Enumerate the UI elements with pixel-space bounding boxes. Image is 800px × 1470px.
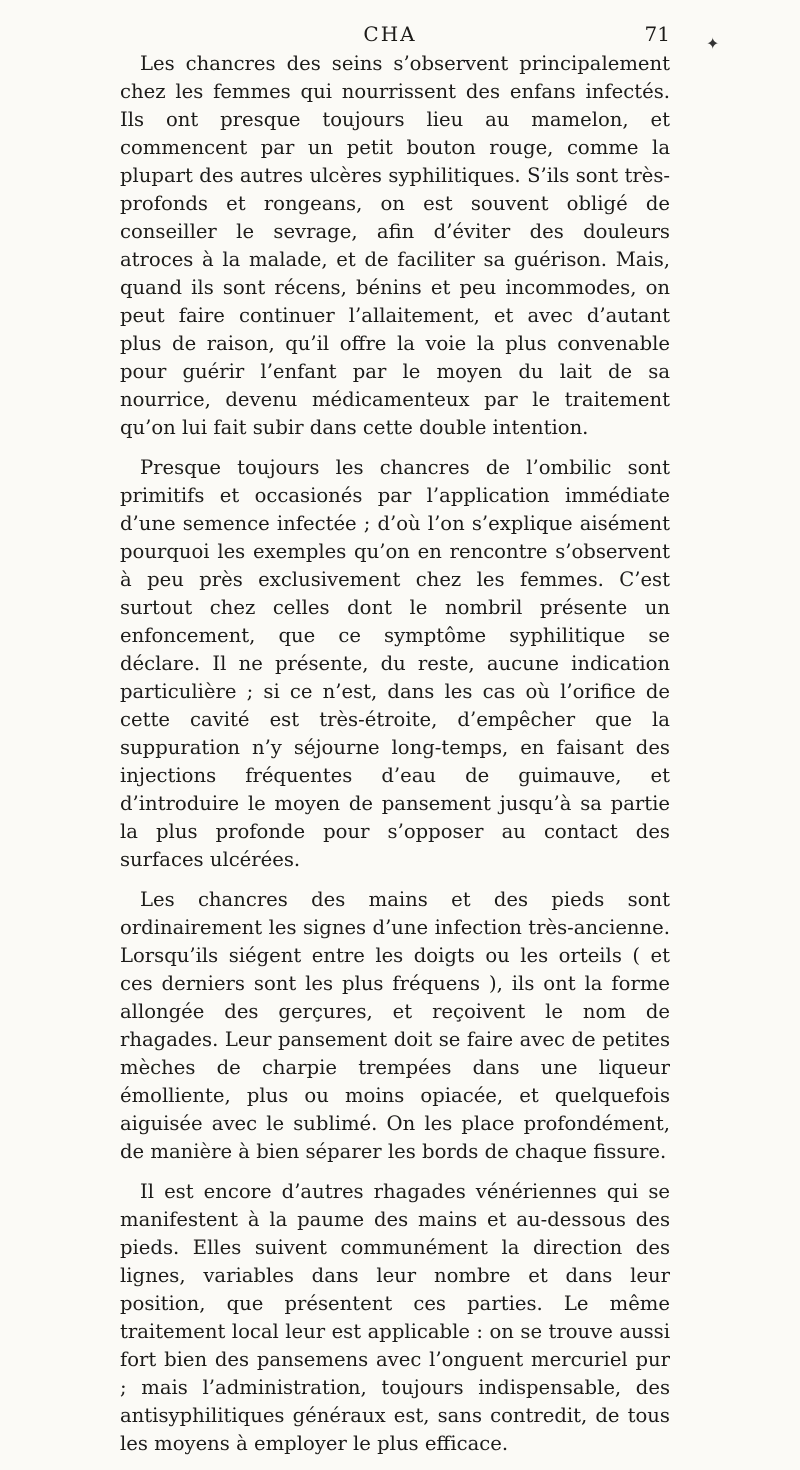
paragraph-chancres-mains-pieds: Les chancres des mains et des pieds sont ordinairement les signes d’une infection très-ancienne. Lorsqu’ils siégent entre les doigts ou les orteils ( et ces derniers sont les plus fréquens ), ils ont la forme allongée des gerçures, et reçoivent le nom de rhagades. Leur pansement doit se faire avec de petites mèches de charpie trempées dans une liqueur émolliente, plus ou moins opiacée, et quelquefois aiguisée avec le sublimé. On les place profondément, de manière à bien séparer les bords de chaque fissure. xyxy=(120,888,670,1163)
paragraph-chancres-ombilic: Presque toujours les chancres de l’ombilic sont primitifs et occasionés par l’application immédiate d’une semence infectée ; d’où l’on s’explique aisément pourquoi les exemples qu’on en rencontre s’observent à peu près exclusivement chez les femmes. C’est surtout chez celles dont le nombril présente un enfoncement, que ce symptôme syphilitique se déclare. Il ne présente, du reste, aucune indication particulière ; si ce n’est, dans les cas où l’orifice de cette cavité est très-étroite, d’empêcher que la suppuration n’y séjourne long-temps, en faisant des injections fréquentes d’eau de guimauve, et d’introduire le moyen de pansement jusqu’à sa partie la plus profonde pour s’opposer au contact des surfaces ulcérées. xyxy=(120,456,670,871)
body-text xyxy=(120,50,670,1470)
paragraph-chancres-seins: Les chancres des seins s’observent principalement chez les femmes qui nourrissent des enfans infectés. Ils ont presque toujours lieu au mamelon, et commencent par un petit bouton rouge, comme la plupart des autres ulcères syphilitiques. S’ils sont très-profonds et rongeans, on est souvent obligé de conseiller le sevrage, afin d’éviter des douleurs atroces à la malade, et de faciliter sa guérison. Mais, quand ils sont récens, bénins et peu incommodes, on peut faire continuer l’allaitement, et avec d’autant plus de raison, qu’il offre la voie la plus convenable pour guérir l’enfant par le moyen du lait de sa nourrice, devenu médicamenteux par le traitement qu’on lui fait subir dans cette double intention. xyxy=(120,52,670,439)
page-number: 71 xyxy=(644,22,670,46)
running-head: CHA xyxy=(363,22,417,46)
page-header xyxy=(110,22,670,50)
paragraph-rhagades: Il est encore d’autres rhagades vénériennes qui se manifestent à la paume des mains et au-dessous des pieds. Elles suivent communément la direction des lignes, variables dans leur nombre et dans leur position, que présentent ces parties. Le même traitement local leur est applicable : on se trouve aussi fort bien des pansemens avec l’onguent mercuriel pur ; mais l’administration, toujours indispensable, des antisyphilitiques généraux est, sans contredit, de tous les moyens à employer le plus efficace. xyxy=(120,1180,670,1455)
ink-mark: ✦ xyxy=(706,34,720,53)
